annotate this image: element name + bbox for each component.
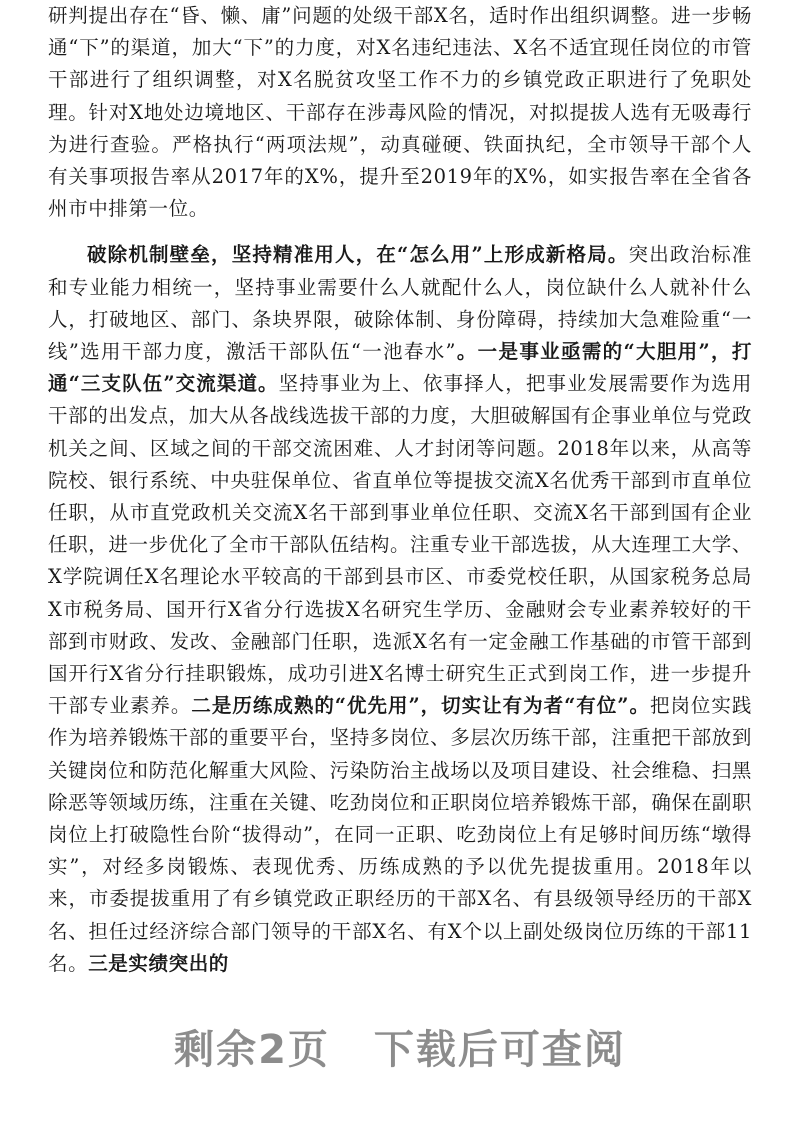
paragraph [48,239,752,980]
body-text: 突出政治标准和专业能力相统一，坚持事业需要什么人就配什么人，岗位缺什么人就补什么人，打破地区、部门、条块界限，破除体制、身份障碍，持续加大急难险重“一线”选用干部力度，激活干部队伍“一池春水” [48,243,752,364]
remaining-pages-text: 剩余2页 [174,1027,330,1073]
bold-heading-text: 二是历练成熟的“优先用”，切实让有为者“有位”。 [191,694,650,718]
download-banner[interactable] [0,1018,800,1075]
download-to-view-text: 下载后可查阅 [373,1027,626,1073]
bold-heading-text: 。一是事业亟需的“大胆用”，打通“三支队伍”交流渠道。 [48,340,752,396]
body-text: 坚持事业为上、依事择人，把事业发展需要作为选用干部的出发点，加大从各战线选拔干部的力度，大胆破解国有企事业单位与党政机关之间、区域之间的干部交流困难、人才封闭等问题。2018年以来，从高等院校、银行系统、中央驻保单位、省直单位等提拔交流X名优秀干部到市直单位任职，从市直党政机关交流X名干部到事业单位任职、交流X名干部到国有企业任职，进一步优化了全市干部队伍结构。注重专业干部选拔，从大连理工大学、X学院调任X名理论水平较高的干部到县市区、市委党校任职，从国家税务总局X市税务局、国开行X省分行选拔X名研究生学历、金融财会专业素养较好的干部到市财政、发改、金融部门任职，选派X名有一定金融工作基础的市管干部到国开行X省分行挂职锻炼，成功引进X名博士研究生正式到岗工作，进一步提升干部专业素养。 [48,372,752,718]
document-body [48,0,752,980]
bold-heading-text: 破除机制壁垒，坚持精准用人，在“怎么用”上形成新格局。 [87,243,629,267]
paragraph [48,0,752,225]
body-text: 研判提出存在“昏、懒、庸”问题的处级干部X名，适时作出组织调整。进一步畅通“下”的渠道，加大“下”的力度，对X名违纪违法、X名不适宜现任岗位的市管干部进行了组织调整，对X名脱贫攻坚工作不力的乡镇党政正职进行了免职处理。针对X地处边境地区、干部存在涉毒风险的情况，对拟提拔人选有无吸毒行为进行查验。严格执行“两项法规”，动真碰硬、铁面执纪，全市领导干部个人有关事项报告率从2017年的X%，提升至2019年的X%，如实报告率在全省各州市中排第一位。 [48,4,752,221]
bold-heading-text: 三是实绩突出的 [88,951,229,975]
body-text: 把岗位实践作为培养锻炼干部的重要平台，坚持多岗位、多层次历练干部，注重把干部放到关键岗位和防范化解重大风险、污染防治主战场以及项目建设、社会维稳、扫黑除恶等领域历练，注重在关键、吃劲岗位和正职岗位培养锻炼干部，确保在副职岗位上打破隐性台阶“拔得动”，在同一正职、吃劲岗位上有足够时间历练“墩得实”，对经多岗锻炼、表现优秀、历练成熟的予以优先提拔重用。2018年以来，市委提拔重用了有乡镇党政正职经历的干部X名、有县级领导经历的干部X名、担任过经济综合部门领导的干部X名、有X个以上副处级岗位历练的干部11名。 [48,694,752,975]
